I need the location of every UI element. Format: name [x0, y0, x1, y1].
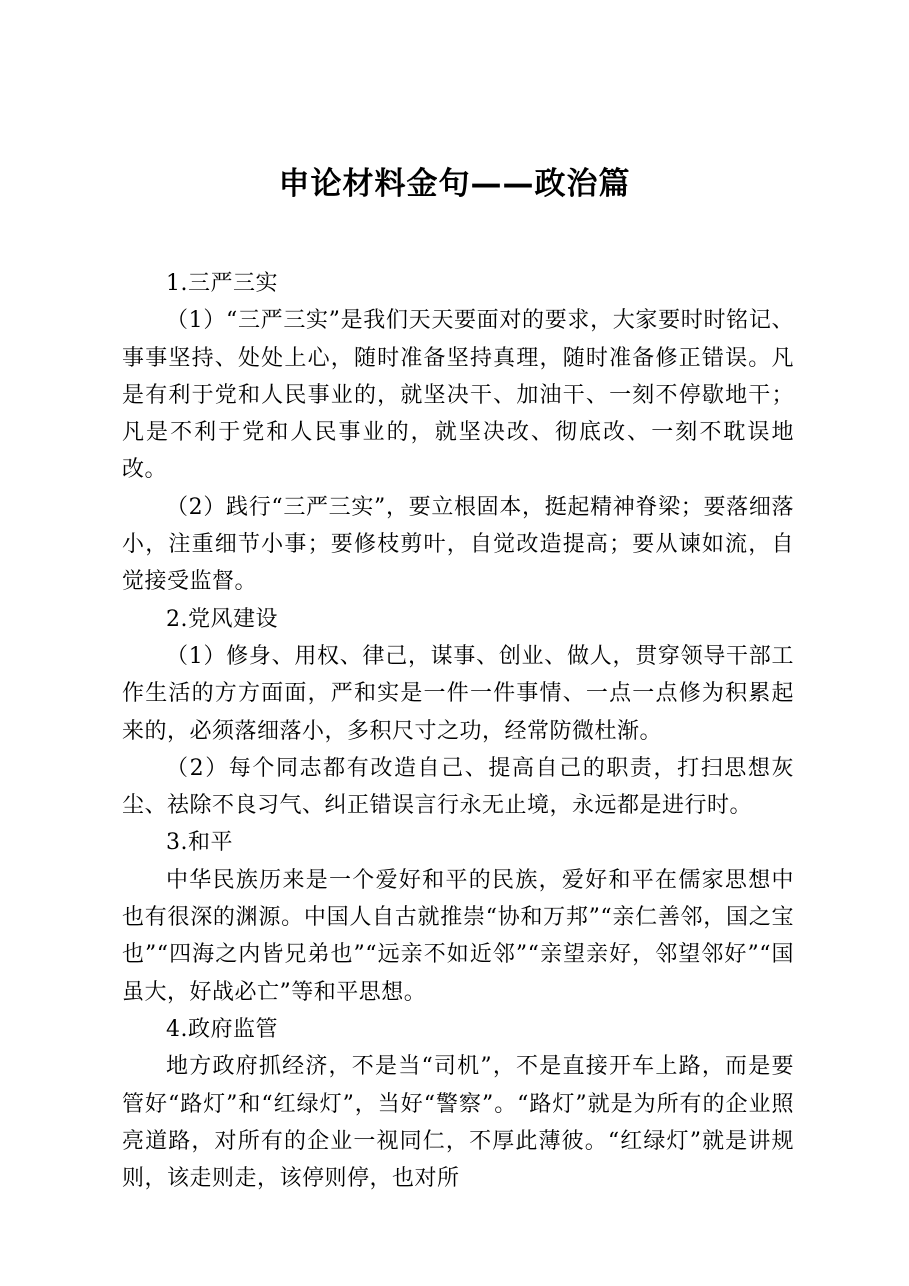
paragraph: （2）践行“三严三实”，要立根固本，挺起精神脊梁；要落细落小，注重细节小事；要修枝剪叶，自觉改造提高；要从谏如流，自觉接受监督。 — [122, 494, 794, 595]
section-heading-2: 2.党风建设 — [166, 606, 278, 632]
paragraph: （1）修身、用权、律己，谋事、创业、做人，贯穿领导干部工作生活的方方面面，严和实是一件一件事情、一点一点修为积累起来的，必须落细落小，多积尺寸之功，经常防微杜渐。 — [122, 643, 794, 744]
document-title: 申论材料金句——政治篇 — [278, 166, 631, 202]
paragraph: 中华民族历来是一个爱好和平的民族，爱好和平在儒家思想中也有很深的渊源。中国人自古就推崇“协和万邦”“亲仁善邻，国之宝也”“四海之内皆兄弟也”“远亲不如近邻”“亲望亲好，邻望邻好”“国虽大，好战必亡”等和平思想。 — [122, 867, 794, 1005]
paragraph: （2）每个同志都有改造自己、提高自己的职责，打扫思想灰尘、祛除不良习气、纠正错误言行永无止境，永远都是进行时。 — [122, 755, 794, 819]
section-heading-3: 3.和平 — [166, 830, 233, 856]
document-body — [122, 265, 794, 1197]
paragraph: （1）“三严三实”是我们天天要面对的要求，大家要时时铭记、事事坚持、处处上心，随时准备坚持真理，随时准备修正错误。凡是有利于党和人民事业的，就坚决干、加油干、一刻不停歇地干；凡是不利于党和人民事业的，就坚决改、彻底改、一刻不耽误地改。 — [122, 308, 794, 483]
paragraph: 地方政府抓经济，不是当“司机”，不是直接开车上路，而是要管好“路灯”和“红绿灯”，当好“警察”。“路灯”就是为所有的企业照亮道路，对所有的企业一视同仁，不厚此薄彼。“红绿灯”就是讲规则，该走则走，该停则停，也对所 — [122, 1054, 794, 1192]
section-heading-4: 4.政府监管 — [166, 1016, 278, 1042]
section-heading-1: 1.三严三实 — [166, 271, 278, 296]
